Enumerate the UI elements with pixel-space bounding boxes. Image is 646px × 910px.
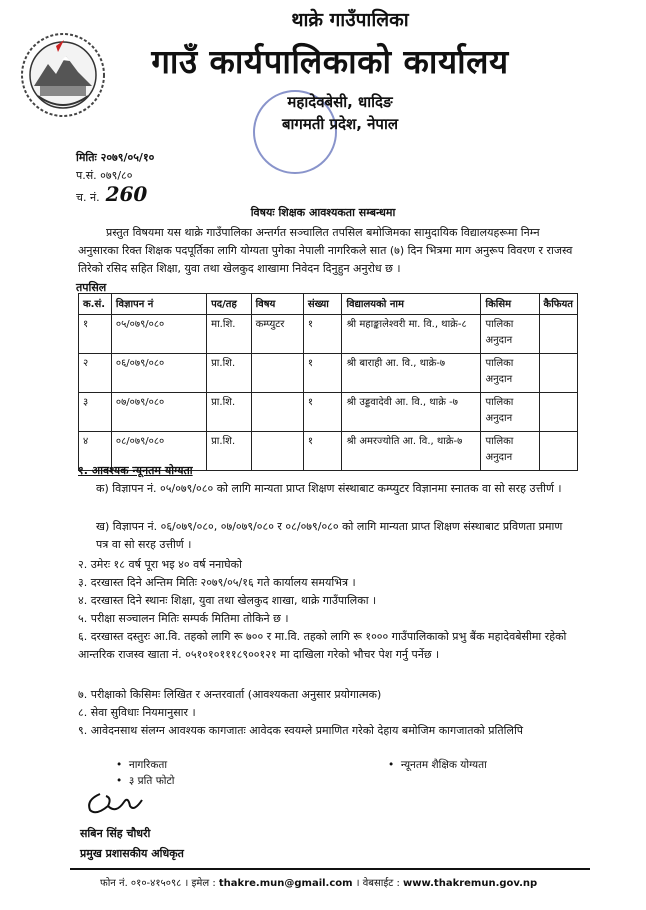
- chalani-number: 260: [105, 182, 148, 206]
- cell: [539, 393, 577, 432]
- cell: १: [79, 315, 112, 354]
- req-8: ८. सेवा सुविधाः नियमानुसार ।: [78, 706, 196, 719]
- col-ad-no: विज्ञापन नं: [111, 294, 206, 315]
- municipality-name: थाक्रे गाउँपालिका: [291, 9, 409, 31]
- req-1-title-text: १. आवश्यक न्यूनतम योग्यता: [78, 464, 193, 477]
- cell: [539, 315, 577, 354]
- cell: पालिका अनुदान: [481, 432, 539, 471]
- col-sn: क.सं.: [79, 294, 112, 315]
- cell: १: [303, 315, 342, 354]
- cell: श्री महाङ्कालेश्वरी मा. वि., थाक्रे-८: [342, 315, 481, 354]
- table-header-row: [79, 294, 578, 315]
- cell: [539, 354, 577, 393]
- cell: ३: [79, 393, 112, 432]
- cell: ०६/०७९/०८०: [111, 354, 206, 393]
- table-row: [79, 354, 578, 393]
- tapsil-label: तपसिल: [76, 281, 107, 294]
- doc-item-citizenship: • नागरिकता: [116, 759, 168, 771]
- letter-subject: विषयः शिक्षक आवश्यकता सम्बन्धमा: [250, 206, 396, 219]
- cell: [251, 354, 303, 393]
- req-2: २. उमेरः १८ वर्ष पूरा भइ ४० वर्ष ननाघेको: [78, 558, 242, 571]
- office-address: महादेवबेसी, धादिङ: [287, 93, 393, 111]
- cell: पालिका अनुदान: [481, 354, 539, 393]
- cell: श्री उड्डवादेवी आ. वि., थाक्रे -७: [342, 393, 481, 432]
- doc-citizenship: नागरिकता: [128, 759, 168, 771]
- doc-photo: ३ प्रति फोटो: [128, 775, 175, 787]
- doc-item-qualification: • न्यूनतम शैक्षिक योग्यता: [388, 759, 487, 771]
- cell: कम्प्युटर: [251, 315, 303, 354]
- body-paragraph: प्रस्तुत विषयमा यस थाक्रे गाउँपालिका अन्तर्गत सञ्चालित तपसिल बमोजिमका सामुदायिक विद्यालयहरूमा निम्न अनुसारका रिक्त शिक्षक पदपूर्तिका लागि योग्यता पुगेका नेपाली नागरिकले सात (७) दिन भित्रमा माग अनुरूप विवरण र राजस्व तिरेको रसिद सहित शिक्षा, युवा तथा खेलकुद शाखामा निवेदन दिनुहुन अनुरोध छ ।: [78, 226, 573, 275]
- cell: प्रा.शि.: [207, 354, 251, 393]
- req-1b: ख) विज्ञापन नं. ०६/०७९/०८०, ०७/०७९/०८० र ०८/०७९/०८० को लागि मान्यता प्राप्त शिक्षण संस्थाबाट प्रविणता प्रमाण पत्र वा सो सरह उत्तीर्ण ।: [96, 520, 563, 551]
- cell: प्रा.शि.: [207, 393, 251, 432]
- letter-date: मितिः २०७९/०५/१०: [76, 151, 155, 164]
- emblem-logo: [18, 30, 108, 120]
- table-row: [79, 315, 578, 354]
- letter-ps: प.सं. ०७९/८०: [76, 169, 133, 182]
- cell: श्री बाराही आ. वि., थाक्रे-७: [342, 354, 481, 393]
- footer-phone: फोन नं. ०१०-४१५०९८ । इमेल :: [100, 878, 216, 889]
- letter-chalani: [76, 182, 147, 206]
- req-6: ६. दरखास्त दस्तुरः आ.वि. तहको लागि रू ७०० र मा.वि. तहको लागि रू १००० गाउँपालिकाको प्रभु बैंक महादेवबेसीमा रहेको आन्तरिक राजस्व खाता नं. ०५१०१०१११८९००१२१ मा दाखिला गरेको भौचर पेश गर्नु पर्नेछ ।: [78, 630, 567, 661]
- signature-mark: [82, 788, 152, 818]
- doc-qualification: न्यूनतम शैक्षिक योग्यता: [400, 759, 487, 771]
- cell: पालिका अनुदान: [481, 393, 539, 432]
- cell: ०७/०७९/०८०: [111, 393, 206, 432]
- vacancy-table: [78, 293, 578, 471]
- cell: १: [303, 432, 342, 471]
- req-1-title: [78, 462, 578, 480]
- cell: श्री अमरज्योति आ. वि., थाक्रे-७: [342, 432, 481, 471]
- cell: मा.शि.: [207, 315, 251, 354]
- req-3: ३. दरखास्त दिने अन्तिम मितिः २०७९/०५/१६ गते कार्यालय समयभित्र ।: [78, 576, 356, 589]
- cell: [251, 393, 303, 432]
- signatory-title: प्रमुख प्रशासकीय अधिकृत: [80, 847, 184, 860]
- footer-web-label: । वेबसाईट :: [355, 878, 400, 889]
- footer-website[interactable]: www.thakremun.gov.np: [403, 878, 538, 889]
- cell: ०८/०७९/०८०: [111, 432, 206, 471]
- cell: पालिका अनुदान: [481, 315, 539, 354]
- chalani-label: च. नं.: [76, 191, 100, 204]
- cell: १: [303, 393, 342, 432]
- table-row: [79, 393, 578, 432]
- cell: ०५/०७९/०८०: [111, 315, 206, 354]
- col-remarks: कैफियत: [539, 294, 577, 315]
- doc-item-photo: • ३ प्रति फोटो: [116, 775, 175, 787]
- col-type: किसिम: [481, 294, 539, 315]
- footer-contact: [100, 875, 537, 889]
- col-school: विद्यालयको नाम: [342, 294, 481, 315]
- col-count: संख्या: [303, 294, 342, 315]
- cell: २: [79, 354, 112, 393]
- req-5: ५. परीक्षा सञ्चालन मितिः सम्पर्क मितिमा तोकिने छ ।: [78, 612, 289, 625]
- province-line: बागमती प्रदेश, नेपाल: [281, 115, 399, 133]
- signatory-name: सबिन सिंह चौधरी: [80, 827, 151, 840]
- office-name: गाउँ कार्यपालिकाको कार्यालय: [151, 42, 509, 81]
- footer-email[interactable]: thakre.mun@gmail.com: [218, 878, 353, 889]
- req-7: ७. परीक्षाको किसिमः लिखित र अन्तरवार्ता (आवश्यकता अनुसार प्रयोगात्मक): [78, 688, 382, 701]
- footer-divider: [70, 868, 590, 870]
- col-subject: विषय: [251, 294, 303, 315]
- cell: ४: [79, 432, 112, 471]
- req-9: ९. आवेदनसाथ संलग्न आवश्यक कागजातः आवेदक स्वयम्ले प्रमाणित गरेको देहाय बमोजिम कागजातको प्रतिलिपि: [78, 724, 524, 737]
- cell: प्रा.शि.: [207, 432, 251, 471]
- col-post: पद/तह: [207, 294, 251, 315]
- cell: १: [303, 354, 342, 393]
- req-1a: क) विज्ञापन नं. ०५/०७९/०८० को लागि मान्यता प्राप्त शिक्षण संस्थाबाट कम्प्युटर विज्ञानमा स्नातक वा सो सरह उत्तीर्ण ।: [96, 482, 562, 495]
- req-4: ४. दरखास्त दिने स्थानः शिक्षा, युवा तथा खेलकुद शाखा, थाक्रे गाउँपालिका ।: [78, 594, 377, 607]
